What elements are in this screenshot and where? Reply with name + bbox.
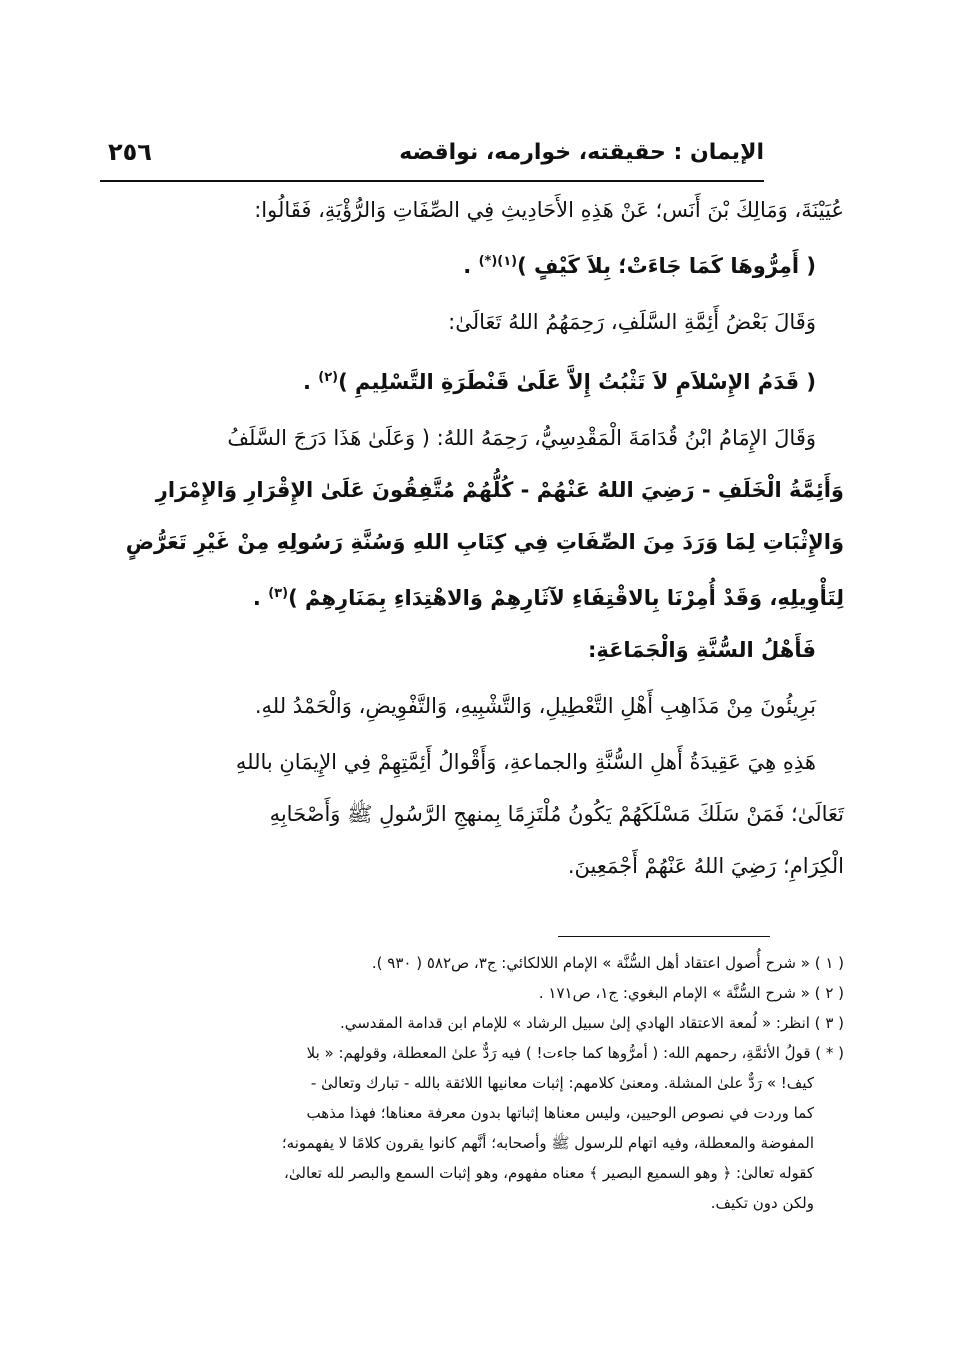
section-heading: فَأَهْلُ السُّنَّةِ وَالْجَمَاعَةِ: bbox=[587, 638, 816, 662]
paragraph-5-line-2: تَعَالَىٰ؛ فَمَنْ سَلَكَ مَسْلَكَهُمْ يَكُونُ مُلْتَزِمًا بِمنهجِ الرَّسُولِ ﷺ وَأَصْحَابِهِ bbox=[269, 802, 844, 826]
footnote-marker: (١)(*) bbox=[478, 254, 518, 269]
header-rule bbox=[100, 180, 764, 182]
footnote-separator bbox=[558, 936, 770, 937]
quote-2-text: ( قَدَمُ الإِسْلاَمِ لاَ تَثْبُتُ إِلاَّ عَلَىٰ قَنْطَرَةِ التَّسْلِيمِ ) bbox=[338, 370, 816, 394]
paragraph-5-line-3: الْكِرَامِ؛ رَضِيَ اللهُ عَنْهُمْ أَجْمَعِينَ. bbox=[567, 854, 844, 878]
footnote-star-line-6: ولكن دون تكيف. bbox=[710, 1194, 814, 1212]
footnote-star-line-2: كيف! » رَدٌّ علىٰ المشلة. ومعنىٰ كلامهم: إثبات معانيها اللائقة بالله - تبارك وتعالىٰ - bbox=[310, 1074, 814, 1092]
quote-1: ( أَمِرُّوهَا كَمَا جَاءَتْ؛ بِلاَ كَيْفٍ )$^{(١)(*)}$ . bbox=[463, 254, 816, 278]
footnote-star-line-1: ( * ) قولُ الأئمَّةِ، رحمهم الله: ( أمرُّوها كما جاءت! ) فيه رَدٌّ علىٰ المعطلة، وقولهم: « بلا bbox=[306, 1044, 844, 1062]
page-header bbox=[108, 138, 764, 178]
footnote-star-line-3: كما وردت في نصوص الوحيين، وليس معناها إثباتها بدون معرفة معناها؛ فهذا مذهب bbox=[306, 1104, 814, 1122]
page-number: ٢٥٦ bbox=[108, 138, 152, 166]
paragraph-2: وَقَالَ بَعْضُ أَئِمَّةِ السَّلَفِ، رَحِمَهُمُ اللهُ تَعَالَىٰ: bbox=[448, 310, 816, 334]
main-text bbox=[125, 196, 844, 880]
paragraph-3-line-4-text: لِتَأْوِيلِهِ، وَقَدْ أُمِرْنَا بِالاقْتِفَاءِ لآثَارِهِمْ وَالاهْتِدَاءِ بِمَنَارِهِمْ ) bbox=[288, 586, 844, 610]
footnote-2: ( ٢ ) « شرح السُّنَّة » الإمام البغوي: ج١، ص١٧١ . bbox=[538, 984, 844, 1002]
footnotes bbox=[184, 948, 844, 1218]
paragraph-3-line-1: وَقَالَ الإِمَامُ ابْنُ قُدَامَةَ الْمَقْدِسِيُّ، رَحِمَهُ اللهُ: ( وَعَلَىٰ هَذَا دَرَجَ السَّلَفُ bbox=[227, 426, 816, 450]
paragraph-3-line-2: وَأَئِمَّةُ الْخَلَفِ - رَضِيَ اللهُ عَنْهُمْ - كُلُّهُمْ مُتَّفِقُونَ عَلَىٰ الإِقْرَارِ وَالإِمْرَارِ bbox=[155, 478, 844, 502]
footnote-star-line-5: كقوله تعالىٰ: ﴿ وهو السميع البصير ﴾ معناه مفهوم، وهو إثبات السمع والبصر لله تعالىٰ، bbox=[284, 1164, 814, 1182]
paragraph-4: بَرِيئُونَ مِنْ مَذَاهِبِ أَهْلِ التَّعْطِيلِ، وَالتَّشْبِيهِ، وَالتَّفْوِيضِ، وَالْحَمْدُ للهِ. bbox=[254, 694, 816, 718]
footnote-marker: (٣) bbox=[268, 586, 289, 601]
footnote-1: ( ١ ) « شرح أُصول اعتقاد أهل السُّنَّة » الإمام اللالكائي: ج٣، ص٥٨٢ ( ٩٣٠ ). bbox=[371, 954, 844, 972]
paragraph-1-line-1: عُيَيْنَةَ، وَمَالِكَ بْنَ أَنَس؛ عَنْ هَذِهِ الأَحَادِيثِ فِي الصِّفَاتِ وَالرُّؤْيَةِ، فَقَالُوا: bbox=[254, 198, 844, 222]
running-title: الإيمان : حقيقته، خوارمه، نواقضه bbox=[399, 140, 764, 165]
quote-2: ( قَدَمُ الإِسْلاَمِ لاَ تَثْبُتُ إِلاَّ عَلَىٰ قَنْطَرَةِ التَّسْلِيمِ )$^{(٢)}$ . bbox=[302, 370, 816, 394]
footnote-star-line-4: المفوضة والمعطلة، وفيه اتهام للرسول ﷺ وأصحابه؛ أنَّهم كانوا يقرون كلامًا لا يفهمونه؛ bbox=[281, 1134, 814, 1152]
quote-1-text: ( أَمِرُّوهَا كَمَا جَاءَتْ؛ بِلاَ كَيْفٍ ) bbox=[517, 254, 816, 278]
paragraph-3-line-4: لِتَأْوِيلِهِ، وَقَدْ أُمِرْنَا بِالاقْتِفَاءِ لآثَارِهِمْ وَالاهْتِدَاءِ بِمَنَارِهِمْ )$^{(٣)}$ . bbox=[252, 586, 844, 610]
paragraph-5-line-1: هَذِهِ هِيَ عَقِيدَةُ أَهلِ السُّنَّةِ والجماعةِ، وَأَقْوالُ أَئِمَّتِهِمْ فِي الإِيمَانِ باللهِ bbox=[235, 750, 816, 774]
footnote-marker: (٢) bbox=[318, 370, 339, 385]
footnote-3: ( ٣ ) انظر: « لُمعة الاعتقاد الهادي إلىٰ سبيل الرشاد » للإمام ابن قدامة المقدسي. bbox=[339, 1014, 844, 1032]
paragraph-3-line-3: وَالإِثْبَاتِ لِمَا وَرَدَ مِنَ الصِّفَاتِ فِي كِتَابِ اللهِ وَسُنَّةِ رَسُولِهِ مِنْ غَيْرِ تَعَرُّضٍ bbox=[125, 530, 844, 554]
